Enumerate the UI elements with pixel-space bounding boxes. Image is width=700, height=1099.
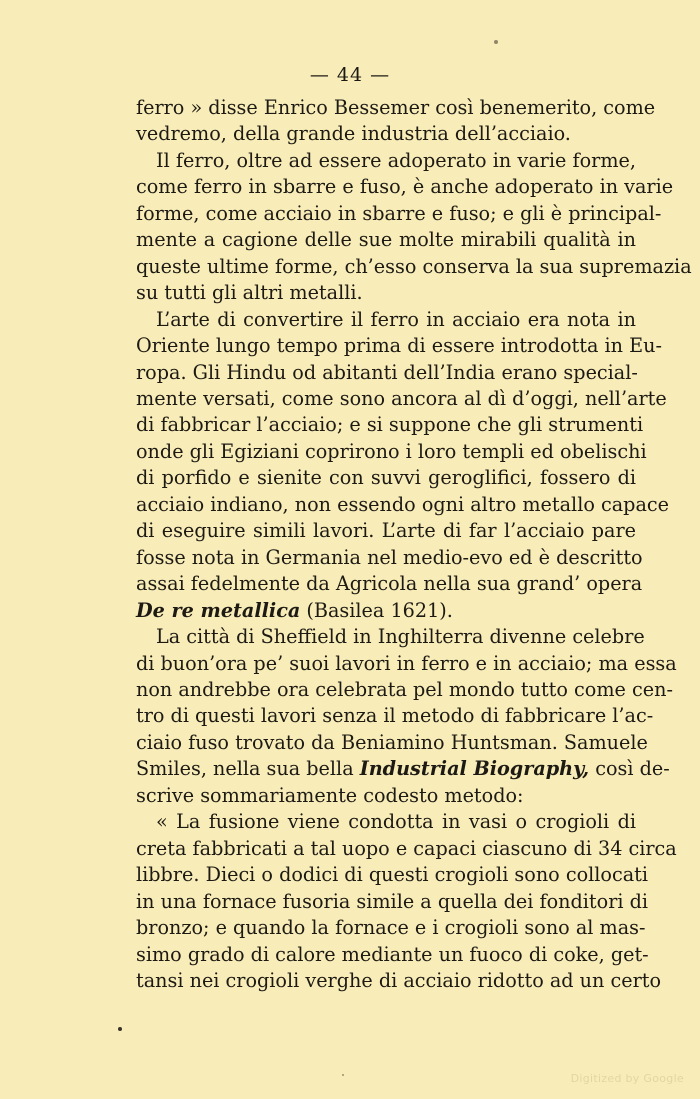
text-line xyxy=(136,95,656,121)
text-line xyxy=(136,201,662,227)
text-run: Il ferro, oltre ad essere adoperato in varie forme, xyxy=(156,148,636,172)
text-run: come ferro in sbarre e fuso, è anche adoperato in varie xyxy=(136,175,674,199)
text-line xyxy=(136,651,677,677)
body-text xyxy=(136,95,692,994)
text-run: Smiles, nella sua bella xyxy=(136,757,360,781)
text-line xyxy=(136,703,654,729)
text-run: scrive sommariamente codesto metodo: xyxy=(136,783,524,807)
text-line xyxy=(136,492,669,518)
text-line xyxy=(136,545,643,571)
text-line xyxy=(136,227,636,253)
text-run: forme, come acciaio in sbarre e fuso; e gli è principal- xyxy=(136,201,662,225)
text-run: non andrebbe ora celebrata pel mondo tutto come cen- xyxy=(136,677,673,701)
text-run: ciaio fuso trovato da Beniamino Huntsman. Samuele xyxy=(136,730,648,754)
text-run: (Basilea 1621). xyxy=(300,598,453,622)
text-line xyxy=(136,333,662,359)
text-line xyxy=(136,254,692,280)
text-run: ferro » disse Enrico Bessemer così benemerito, come xyxy=(136,96,656,119)
text-line xyxy=(136,148,636,174)
text-line xyxy=(136,518,636,544)
text-run: così de- xyxy=(589,757,670,781)
text-line xyxy=(136,280,636,306)
text-line xyxy=(136,439,647,465)
text-run: queste ultime forme, ch’esso conserva la sua supremazia xyxy=(136,254,692,278)
text-run: di porfido e sienite con suvvi geroglifici, fossero di xyxy=(136,466,636,490)
text-run: di buon’ora pe’ suoi lavori in ferro e in acciaio; ma essa xyxy=(136,651,677,675)
text-run: tansi nei crogioli verghe di acciaio ridotto ad un certo xyxy=(136,968,662,992)
text-line xyxy=(136,677,673,703)
text-run: in una fornace fusoria simile a quella dei fonditori di xyxy=(136,889,649,913)
paragraph xyxy=(136,95,656,148)
text-run: simo grado di calore mediante un fuoco di coke, get- xyxy=(136,942,649,966)
text-run: di eseguire simili lavori. L’arte di far l’acciaio pare xyxy=(136,519,636,543)
text-run: creta fabbricati a tal uopo e capaci ciascuno di 34 circa xyxy=(136,836,677,860)
text-line xyxy=(136,942,649,968)
text-line xyxy=(136,889,649,915)
text-run: « La fusione viene condotta in vasi o crogioli di xyxy=(156,810,636,834)
text-line xyxy=(136,730,648,756)
paragraph xyxy=(136,307,669,624)
paragraph xyxy=(136,624,677,809)
text-line xyxy=(136,756,670,782)
text-run: L’arte di convertire il ferro in acciaio era nota in xyxy=(156,307,636,331)
text-run: Oriente lungo tempo prima di essere introdotta in Eu- xyxy=(136,334,662,358)
text-line xyxy=(136,386,667,412)
ink-speck xyxy=(494,40,498,44)
text-run: su tutti gli altri metalli. xyxy=(136,281,363,305)
text-run: di fabbricar l’acciaio; e si suppone che gli strumenti xyxy=(136,413,644,437)
text-line xyxy=(136,121,636,147)
text-run: La città di Sheffield in Inghilterra divenne celebre xyxy=(156,625,645,649)
page-number: — 44 — xyxy=(309,64,391,86)
text-run: acciaio indiano, non essendo ogni altro metallo capace xyxy=(136,492,669,516)
ink-speck xyxy=(118,1027,122,1031)
text-line xyxy=(136,360,636,386)
text-line xyxy=(136,968,662,994)
text-line xyxy=(136,465,636,491)
text-run: libbre. Dieci o dodici di questi crogioli sono collocati xyxy=(136,863,648,887)
text-run: tro di questi lavori senza il metodo di fabbricare l’ac- xyxy=(136,704,654,728)
text-line xyxy=(136,174,674,200)
text-line xyxy=(136,915,646,941)
text-line xyxy=(136,598,636,624)
paragraph xyxy=(136,148,692,307)
text-line xyxy=(136,836,677,862)
text-run: ropa. Gli Hindu od abitanti dell’India erano special- xyxy=(136,360,638,384)
text-line xyxy=(136,809,636,835)
book-title-text: Industrial Biography, xyxy=(359,757,590,781)
text-line xyxy=(136,412,644,438)
text-run: bronzo; e quando la fornace e i crogioli sono al mas- xyxy=(136,916,646,940)
text-run: mente a cagione delle sue molte mirabili qualità in xyxy=(136,228,636,252)
text-line xyxy=(136,307,636,333)
text-run: mente versati, come sono ancora al dì d’oggi, nell’arte xyxy=(136,386,667,410)
text-line xyxy=(136,783,636,809)
book-title-text: De re metallica xyxy=(136,598,301,622)
text-run: onde gli Egiziani coprirono i loro templi ed obelischi xyxy=(136,439,647,463)
paragraph xyxy=(136,809,677,994)
text-run: vedremo, della grande industria dell’acciaio. xyxy=(136,122,571,146)
ink-speck xyxy=(342,1074,344,1076)
text-run: fosse nota in Germania nel medio-evo ed è descritto xyxy=(136,545,643,569)
text-line xyxy=(136,862,648,888)
text-line xyxy=(136,624,645,650)
text-line xyxy=(136,571,643,597)
digitization-watermark: Digitized by Google xyxy=(570,1072,684,1085)
text-run: assai fedelmente da Agricola nella sua grand’ opera xyxy=(136,572,643,596)
